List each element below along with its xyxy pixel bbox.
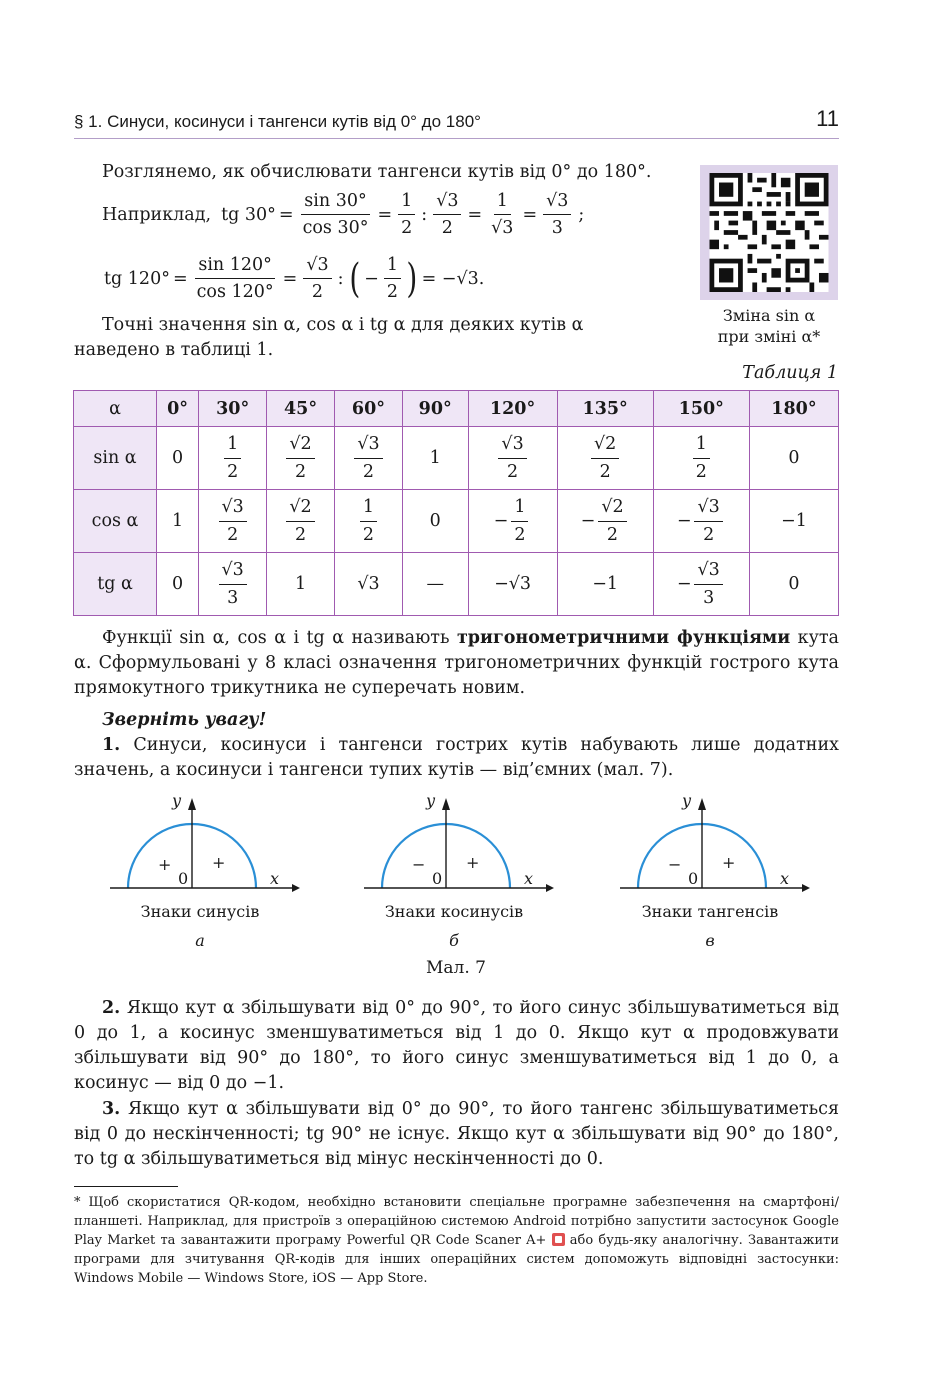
page-number: 11 (816, 106, 839, 131)
attention-heading: Зверніть увагу! (102, 710, 267, 730)
intro-text: Розглянемо, як обчислювати тангенси кутів від 0° до 180°. (102, 162, 652, 182)
table-cell: 0 (749, 427, 838, 490)
header-angle: 150° (653, 391, 749, 427)
table-cell: 1 (157, 490, 199, 553)
header-angle: 120° (468, 391, 557, 427)
cell-fraction: $\frac{√3}{3}$ (694, 559, 722, 610)
point-text: Якщо кут α збільшувати від 0° до 90°, то його тангенс збільшуватиметься від 0 до нескінченності; tg 90° не існує. Якщо кут α збільшувати від 90° до 180°, то tg α збільшуватиметься від мінус нескінченності до 0. (74, 1099, 839, 1169)
table-cell (267, 490, 335, 553)
y-axis-label: y (682, 791, 692, 810)
right-quadrant-sign: + (722, 853, 736, 872)
table-cell (199, 553, 267, 616)
table-row (74, 553, 839, 616)
cell-fraction: $\frac{1}{2}$ (360, 496, 377, 547)
header-title: § 1. Синуси, косинуси і тангенси кутів від 0° до 180° (74, 112, 481, 131)
footnote-divider (74, 1186, 178, 1187)
row-label: sin α (74, 427, 157, 490)
equals-sign: = (278, 204, 294, 225)
table-cell (199, 490, 267, 553)
fraction: $\frac{\sin 30^\circ}{\cos 30^\circ}$ (302, 191, 369, 238)
semicircle-diagram (620, 790, 810, 900)
qr-caption-line1: Зміна sin α (722, 306, 816, 325)
para-text: Функції sin α, cos α і tg α називають (102, 628, 457, 648)
table-cell (653, 553, 749, 616)
right-quadrant-sign: + (212, 853, 226, 872)
table-cell: — (402, 553, 468, 616)
table-cell: −1 (557, 553, 653, 616)
qr-caption-line2: при зміні α* (717, 327, 821, 346)
running-header (74, 106, 839, 139)
right-paren: ) (406, 255, 418, 302)
header-angle: 0° (157, 391, 199, 427)
point-1 (74, 733, 839, 783)
header-angle: 135° (557, 391, 653, 427)
table-cell: −√3 (468, 553, 557, 616)
cell-fraction: $\frac{√3}{2}$ (694, 496, 722, 547)
cell-fraction: $\frac{√2}{2}$ (598, 496, 626, 547)
functions-paragraph (74, 626, 839, 701)
table-cell: 1 (402, 427, 468, 490)
equals-sign: = (467, 204, 483, 225)
y-axis-label: y (172, 791, 182, 810)
qr-code-panel[interactable] (700, 165, 838, 300)
sign-figure (620, 790, 810, 950)
origin-label: 0 (688, 869, 699, 888)
cell-sign: − (580, 511, 596, 531)
row-label: tg α (74, 553, 157, 616)
left-quadrant-sign: + (158, 855, 172, 874)
header-angle: 180° (749, 391, 838, 427)
table-intro: Точні значення sin α, cos α і tg α для деяких кутів α наведено в таблиці 1. (74, 315, 584, 360)
point-3 (74, 1097, 839, 1172)
equals-sign: = (522, 204, 538, 225)
cell-fraction: $\frac{√3}{3}$ (219, 559, 247, 610)
left-paren: ( (348, 255, 360, 302)
y-axis-arrow-icon (698, 798, 706, 810)
header-angle: 90° (402, 391, 468, 427)
row-label: cos α (74, 490, 157, 553)
figure-caption: Знаки косинусів (384, 902, 524, 921)
table-cell: 1 (267, 553, 335, 616)
header-angle: 30° (199, 391, 267, 427)
cell-fraction: $\frac{√2}{2}$ (286, 433, 314, 484)
x-axis-arrow-icon (546, 884, 554, 892)
para-text: кута α. Сформульовані у 8 класі означення тригонометричних функцій гострого кута прямокутного трикутника не суперечать новим. (74, 628, 839, 698)
x-axis-label: x (524, 869, 534, 888)
header-alpha: α (74, 391, 157, 427)
minus-sign: − (364, 268, 379, 289)
table-cell (335, 490, 403, 553)
table-cell (653, 490, 749, 553)
fraction: $\frac{√3}{2}$ (433, 190, 461, 239)
semicircle-diagram (110, 790, 300, 900)
x-axis-label: x (270, 869, 280, 888)
cell-fraction: $\frac{1}{2}$ (693, 433, 710, 484)
right-quadrant-sign: + (466, 853, 480, 872)
table-cell: 0 (157, 553, 199, 616)
y-axis-label: y (426, 791, 436, 810)
table-cell (557, 427, 653, 490)
footnote (74, 1193, 839, 1288)
example-tg120 (104, 254, 484, 303)
x-axis-arrow-icon (802, 884, 810, 892)
y-axis-arrow-icon (442, 798, 450, 810)
equals-sign: = (172, 268, 188, 289)
table-cell: 0 (402, 490, 468, 553)
equals-sign: = (282, 268, 298, 289)
point-text: Якщо кут α збільшувати від 0° до 90°, то його синус збільшуватиметься від 0 до 1, а косинус зменшуватиметься від 1 до 0. Якщо кут α продовжувати збільшувати від 90° до 180°, то його синус зменшуватиметься від 1 до 0, а косинус — від 0 до −1. (74, 998, 839, 1093)
header-angle: 60° (335, 391, 403, 427)
table-cell: 0 (749, 553, 838, 616)
cell-sign: − (493, 511, 509, 531)
fraction: $\frac{√3}{3}$ (543, 190, 571, 239)
colon-sign: : (337, 268, 344, 289)
point-number: 3. (102, 1099, 121, 1119)
sign-figure (110, 790, 300, 950)
point-number: 1. (102, 735, 121, 755)
figure-letter: в (705, 931, 715, 950)
y-axis-arrow-icon (188, 798, 196, 810)
figure-label: Мал. 7 (426, 958, 486, 978)
fraction: $\frac{1}{√3}$ (491, 191, 514, 238)
table-cell: −1 (749, 490, 838, 553)
origin-label: 0 (178, 869, 189, 888)
figure-caption: Знаки синусів (140, 902, 260, 921)
colon-sign: : (421, 204, 428, 225)
equals-sign: = (377, 204, 393, 225)
table-caption: Таблиця 1 (742, 363, 838, 383)
term-bold: тригонометричними функціями (456, 628, 791, 648)
cell-sign: − (676, 574, 692, 594)
table-cell (468, 490, 557, 553)
figure-letter: а (195, 931, 205, 950)
app-store-icon (552, 1233, 565, 1246)
table-cell (468, 427, 557, 490)
table-row (74, 427, 839, 490)
semicolon: ; (578, 204, 585, 225)
tg120-lhs: tg 120° (104, 268, 170, 289)
table-header-row (74, 391, 839, 427)
sign-figure (364, 790, 554, 950)
table-cell: 0 (157, 427, 199, 490)
example-tg30 (102, 190, 584, 239)
cell-sign: − (676, 511, 692, 531)
qr-caption (680, 305, 858, 347)
fraction: $\frac{1}{2}$ (398, 190, 415, 239)
point-number: 2. (102, 998, 121, 1018)
qr-code-icon[interactable] (708, 173, 830, 292)
fraction: $\frac{√3}{2}$ (303, 254, 331, 303)
semicircle-diagram (364, 790, 554, 900)
left-quadrant-sign: − (412, 855, 426, 874)
cell-fraction: $\frac{√3}{2}$ (498, 433, 526, 484)
result: = −√3. (421, 268, 485, 289)
cell-fraction: $\frac{1}{2}$ (224, 433, 241, 484)
cell-fraction: $\frac{√2}{2}$ (591, 433, 619, 484)
footnote-text: * Щоб скористатися QR-кодом, необхідно встановити спеціальне програмне забезпечення на смартфоні/планшеті. Наприклад, для пристроїв з операційною системою Android потрібно запустити застосунок Google Play Market та завантажити програму Powerful QR Code Scaner A+ (74, 1195, 839, 1248)
table-cell (335, 427, 403, 490)
cell-fraction: $\frac{√3}{2}$ (219, 496, 247, 547)
point-text: Синуси, косинуси і тангенси гострих кутів набувають лише додатних значень, а косинуси і тангенси тупих кутів — від’ємних (мал. 7). (74, 735, 839, 780)
table-cell: √3 (335, 553, 403, 616)
cell-fraction: $\frac{1}{2}$ (511, 496, 528, 547)
header-angle: 45° (267, 391, 335, 427)
x-axis-arrow-icon (292, 884, 300, 892)
fraction: $\frac{\sin 120^\circ}{\cos 120^\circ}$ (196, 255, 274, 302)
example-lead: Наприклад, (102, 204, 212, 225)
left-quadrant-sign: − (668, 855, 682, 874)
table-cell (557, 490, 653, 553)
footnote-text: або будь-яку аналогічну. Завантажити програми для зчитування QR-кодів для інших операційних систем допоможуть відповідні застосунки: Windows Mobile — Windows Store, iOS — App Store. (74, 1233, 839, 1286)
figure-caption: Знаки тангенсів (641, 902, 779, 921)
table-row (74, 490, 839, 553)
table-cell (653, 427, 749, 490)
point-2 (74, 996, 839, 1096)
figure-letter: б (449, 931, 459, 950)
cell-fraction: $\frac{√2}{2}$ (286, 496, 314, 547)
table-cell (267, 427, 335, 490)
fraction: $\frac{1}{2}$ (384, 254, 401, 303)
trig-values-table (73, 390, 839, 616)
x-axis-label: x (780, 869, 790, 888)
tg30-lhs: tg 30° (221, 204, 276, 225)
cell-fraction: $\frac{√3}{2}$ (354, 433, 382, 484)
origin-label: 0 (432, 869, 443, 888)
table-cell (199, 427, 267, 490)
